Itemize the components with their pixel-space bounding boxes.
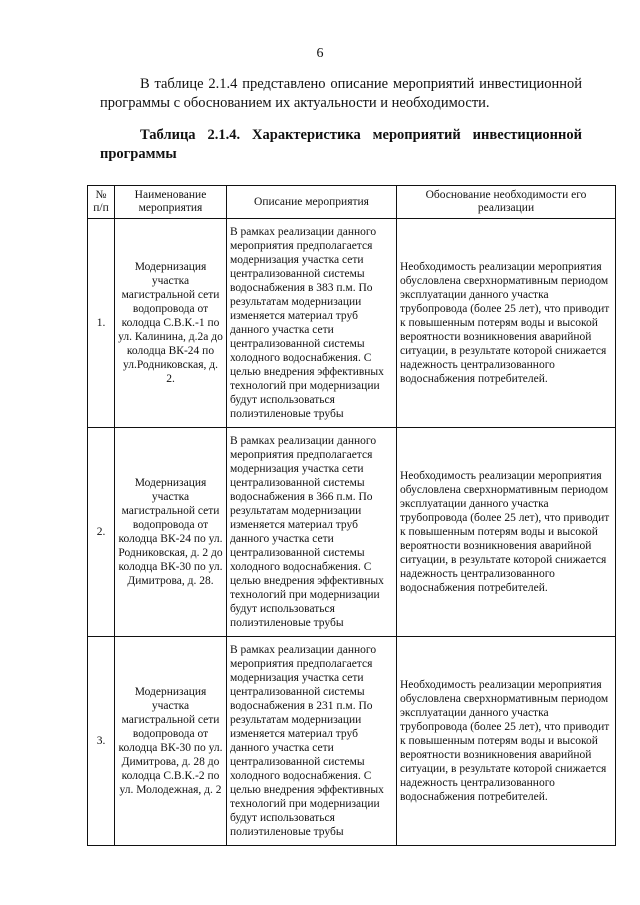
investment-events-table — [87, 185, 616, 846]
table-row — [88, 219, 616, 428]
event-name: Модернизация участка магистральной сети водопровода от колодца С.В.К.-1 по ул. Калинина, д.2а до колодца ВК-24 по ул.Родниковская, д. 2. — [115, 219, 227, 428]
header-justification: Обоснование необходимости его реализации — [397, 186, 616, 219]
event-name: Модернизация участка магистральной сети водопровода от колодца ВК-30 по ул. Димитрова, д. 28 до колодца С.В.К.-2 по ул. Молодежная, д. 2 — [115, 637, 227, 846]
table-row — [88, 637, 616, 846]
event-justification: Необходимость реализации мероприятия обусловлена сверхнормативным периодом эксплуатации данного участка трубопровода (более 25 лет), что приводит к повышенным потерям воды и высокой вероятности возникновения аварийной ситуации, в результате которой снижается надежность централизованного водоснабжения потребителей. — [397, 637, 616, 846]
table-row — [88, 428, 616, 637]
table-header-row — [88, 186, 616, 219]
header-name: Наименование мероприятия — [115, 186, 227, 219]
event-justification: Необходимость реализации мероприятия обусловлена сверхнормативным периодом эксплуатации данного участка трубопровода (более 25 лет), что приводит к повышенным потерям воды и высокой вероятности возникновения аварийной ситуации, в результате которой снижается надежность централизованного водоснабжения потребителей. — [397, 428, 616, 637]
event-description: В рамках реализации данного мероприятия предполагается модернизация участка сети централизованной системы водоснабжения в 231 п.м. По результатам модернизации изменяется материал труб данного участка сети централизованной системы холодного водоснабжения. С целью внедрения эффективных технологий при модернизации будут использоваться полиэтиленовые трубы — [227, 637, 397, 846]
intro-paragraph: В таблице 2.1.4 представлено описание мероприятий инвестиционной программы с обоснованием их актуальности и необходимости. — [100, 76, 582, 111]
event-description: В рамках реализации данного мероприятия предполагается модернизация участка сети централизованной системы водоснабжения в 366 п.м. По результатам модернизации изменяется материал труб данного участка сети централизованной системы холодного водоснабжения. С целью внедрения эффективных технологий при модернизации будут использоваться полиэтиленовые трубы — [227, 428, 397, 637]
header-num: № п/п — [88, 186, 115, 219]
row-number: 3. — [88, 637, 115, 846]
event-justification: Необходимость реализации мероприятия обусловлена сверхнормативным периодом эксплуатации данного участка трубопровода (более 25 лет), что приводит к повышенным потерям воды и высокой вероятности возникновения аварийной ситуации, в результате которой снижается надежность централизованного водоснабжения потребителей. — [397, 219, 616, 428]
header-description: Описание мероприятия — [227, 186, 397, 219]
event-description: В рамках реализации данного мероприятия предполагается модернизация участка сети централизованной системы водоснабжения в 383 п.м. По результатам модернизации изменяется материал труб данного участка сети централизованной системы холодного водоснабжения. С целью внедрения эффективных технологий при модернизации будут использоваться полиэтиленовые трубы — [227, 219, 397, 428]
page-number: 6 — [316, 46, 324, 61]
row-number: 2. — [88, 428, 115, 637]
event-name: Модернизация участка магистральной сети водопровода от колодца ВК-24 по ул. Родниковская, д. 2 до колодца ВК-30 по ул. Димитрова, д. 28. — [115, 428, 227, 637]
row-number: 1. — [88, 219, 115, 428]
table-caption: Таблица 2.1.4. Характеристика мероприятий инвестиционной программы — [100, 127, 582, 162]
